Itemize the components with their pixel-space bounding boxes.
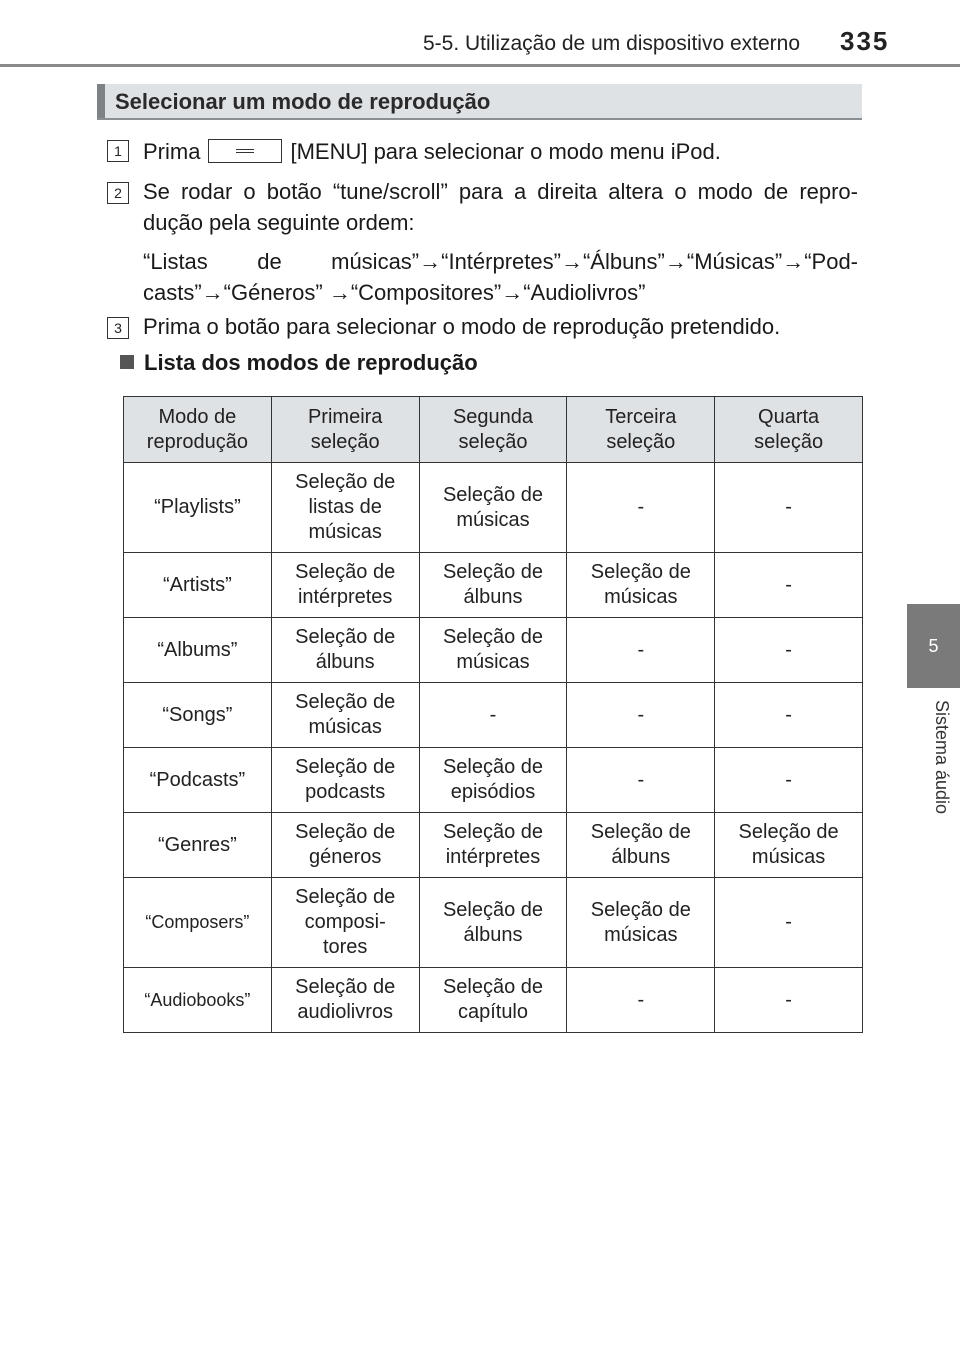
cell-line: músicas — [456, 651, 530, 673]
table-cell — [271, 618, 419, 683]
section-heading — [97, 84, 862, 120]
cell-line: Seleção de — [442, 976, 544, 998]
cell-line: “Composers” — [145, 912, 250, 932]
cell-line: Seleção de — [442, 626, 544, 648]
cell-line: Seleção de — [590, 561, 691, 583]
table-cell — [567, 683, 715, 748]
table-cell — [715, 683, 863, 748]
cell-line: seleção — [310, 430, 380, 453]
cell-line: tores — [322, 936, 368, 958]
table-cell — [567, 553, 715, 618]
cell-line: Segunda — [452, 405, 534, 428]
cell-line: intérpretes — [445, 846, 541, 868]
table-cell — [271, 878, 419, 968]
cell-line: - — [637, 988, 645, 1011]
cell-line: Seleção de — [738, 821, 839, 843]
subheading — [120, 350, 478, 376]
step-2-text — [143, 176, 858, 308]
table-cell — [419, 813, 567, 878]
cell-line: Seleção de — [442, 821, 544, 843]
table-cell — [567, 463, 715, 553]
cell-line: músicas — [604, 923, 678, 946]
cell-line: capítulo — [457, 1001, 529, 1023]
cell-line: - — [637, 638, 645, 661]
cell-line: Seleção de — [442, 561, 544, 583]
cell-line: - — [785, 988, 792, 1011]
cell-line: álbuns — [611, 846, 671, 868]
cell-line: - — [785, 768, 792, 791]
mode-name-cell — [124, 463, 272, 553]
page-number: 335 — [840, 26, 890, 56]
menu-button-icon — [208, 139, 282, 163]
chapter-tab: 5 — [907, 604, 960, 688]
cell-line: - — [785, 573, 792, 596]
cell-line: reprodução — [146, 430, 248, 453]
cell-line: Quarta — [758, 405, 820, 428]
cell-line: músicas — [751, 846, 826, 868]
step-1-before: Prima — [143, 139, 201, 164]
step-3-text: Prima o botão para selecionar o modo de reprodução pretendido. — [143, 314, 781, 339]
table-header-cell — [567, 397, 715, 463]
table-cell — [271, 553, 419, 618]
step-number-1: 1 — [107, 140, 129, 162]
subheading-text: Lista dos modos de reprodução — [144, 350, 478, 375]
chapter-tab-label: Sistema áudio — [932, 700, 952, 815]
mode-name-cell — [124, 618, 272, 683]
cell-line: Seleção de — [590, 898, 691, 921]
cell-line: podcasts — [305, 781, 386, 803]
cell-line: músicas — [604, 586, 678, 608]
cell-line: intérpretes — [297, 586, 393, 608]
playback-modes-table — [123, 396, 863, 1033]
cell-line: - — [785, 496, 792, 518]
cell-line: - — [489, 703, 497, 726]
section-accent — [97, 84, 105, 118]
cell-line: “Playlists” — [154, 496, 241, 518]
cell-line: “Podcasts” — [149, 768, 246, 791]
cell-line: seleção — [606, 430, 676, 453]
cell-line: Seleção de — [295, 561, 396, 583]
section-title: Selecionar um modo de reprodução — [115, 89, 491, 114]
mode-name-cell — [124, 813, 272, 878]
cell-line: “Songs” — [162, 703, 233, 726]
cell-line: - — [785, 703, 792, 726]
header-divider — [0, 64, 960, 67]
cell-line: álbuns — [463, 586, 523, 608]
table-cell — [567, 968, 715, 1033]
cell-line: Seleção de — [295, 821, 396, 843]
table-cell — [419, 878, 567, 968]
cell-line: músicas — [308, 716, 382, 738]
cell-line: Seleção de — [442, 898, 544, 921]
cell-line: músicas — [308, 521, 382, 543]
table-cell — [715, 463, 863, 553]
table-header-cell — [715, 397, 863, 463]
mode-name-cell — [124, 878, 272, 968]
table-cell — [715, 813, 863, 878]
cell-line: - — [637, 703, 645, 726]
cell-line: “Genres” — [157, 833, 237, 856]
cell-line: Seleção de — [295, 471, 396, 493]
table-header-cell — [271, 397, 419, 463]
cell-line: músicas — [456, 508, 530, 531]
table-cell — [715, 553, 863, 618]
cell-line: Seleção de — [295, 691, 396, 713]
table-header-cell — [419, 397, 567, 463]
table-header-row — [124, 397, 863, 463]
mode-name-cell — [124, 968, 272, 1033]
step-1-text — [143, 136, 858, 167]
table-cell — [271, 968, 419, 1033]
table-cell — [419, 968, 567, 1033]
cell-line: - — [785, 638, 792, 661]
cell-line: Seleção de — [590, 821, 691, 843]
step-1-after: [MENU] para selecionar o modo menu iPod. — [290, 139, 721, 164]
table-cell — [419, 553, 567, 618]
cell-line: - — [637, 496, 645, 518]
step-number-3: 3 — [107, 317, 129, 339]
table-cell — [419, 463, 567, 553]
table-cell — [419, 683, 567, 748]
cell-line: Primeira — [307, 405, 383, 428]
table-body — [124, 463, 863, 1033]
table-cell — [715, 968, 863, 1033]
cell-line: Modo de — [158, 405, 237, 428]
step-2-line-2: dução pela seguinte ordem: — [143, 210, 415, 235]
cell-line: audiolivros — [297, 1001, 393, 1023]
table-row — [124, 463, 863, 553]
table-row — [124, 683, 863, 748]
table-cell — [567, 618, 715, 683]
mode-name-cell — [124, 683, 272, 748]
cell-line: Terceira — [605, 405, 677, 428]
step-2-line-1: Se rodar o botão “tune/scroll” para a direita altera o modo de repro- — [143, 179, 858, 204]
step-2-line-4: casts”→“Géneros” →“Compositores”→“Audiolivros” — [143, 280, 646, 305]
table-row — [124, 878, 863, 968]
cell-line: “Albums” — [157, 638, 238, 661]
cell-line: Seleção de — [442, 483, 544, 506]
table-cell — [271, 813, 419, 878]
cell-line: álbuns — [315, 651, 375, 673]
cell-line: “Artists” — [162, 573, 232, 596]
table-row — [124, 553, 863, 618]
table-cell — [419, 618, 567, 683]
table-row — [124, 968, 863, 1033]
cell-line: Seleção de — [295, 976, 396, 998]
table-cell — [715, 878, 863, 968]
cell-line: seleção — [458, 430, 528, 453]
table-cell — [715, 618, 863, 683]
table-row — [124, 618, 863, 683]
cell-line: Seleção de — [295, 886, 396, 908]
cell-line: géneros — [309, 846, 382, 868]
cell-line: - — [785, 911, 792, 933]
table-cell — [271, 748, 419, 813]
cell-line: composi- — [304, 911, 386, 933]
cell-line: Seleção de — [442, 756, 544, 778]
step-number-2: 2 — [107, 182, 129, 204]
table-cell — [715, 748, 863, 813]
table-cell — [567, 813, 715, 878]
step-2-line-3: “Listas de músicas”→“Intérpretes”→“Álbuns”→“Músicas”→“Pod- — [143, 249, 858, 274]
cell-line: episódios — [450, 781, 536, 803]
chapter-title: 5-5. Utilização de um dispositivo externo — [422, 32, 800, 55]
cell-line: listas de — [308, 496, 382, 518]
cell-line: Seleção de — [295, 756, 396, 778]
table-row — [124, 813, 863, 878]
cell-line: Seleção de — [295, 626, 396, 648]
cell-line: “Audiobooks” — [144, 989, 251, 1010]
square-bullet-icon — [120, 355, 134, 369]
cell-line: seleção — [754, 430, 824, 453]
table-cell — [567, 748, 715, 813]
cell-line: - — [637, 768, 645, 791]
table-cell — [271, 683, 419, 748]
mode-name-cell — [124, 748, 272, 813]
table-cell — [567, 878, 715, 968]
table-cell — [271, 463, 419, 553]
cell-line: álbuns — [463, 923, 523, 946]
table-cell — [419, 748, 567, 813]
table-row — [124, 748, 863, 813]
mode-name-cell — [124, 553, 272, 618]
table-header-cell — [124, 397, 272, 463]
